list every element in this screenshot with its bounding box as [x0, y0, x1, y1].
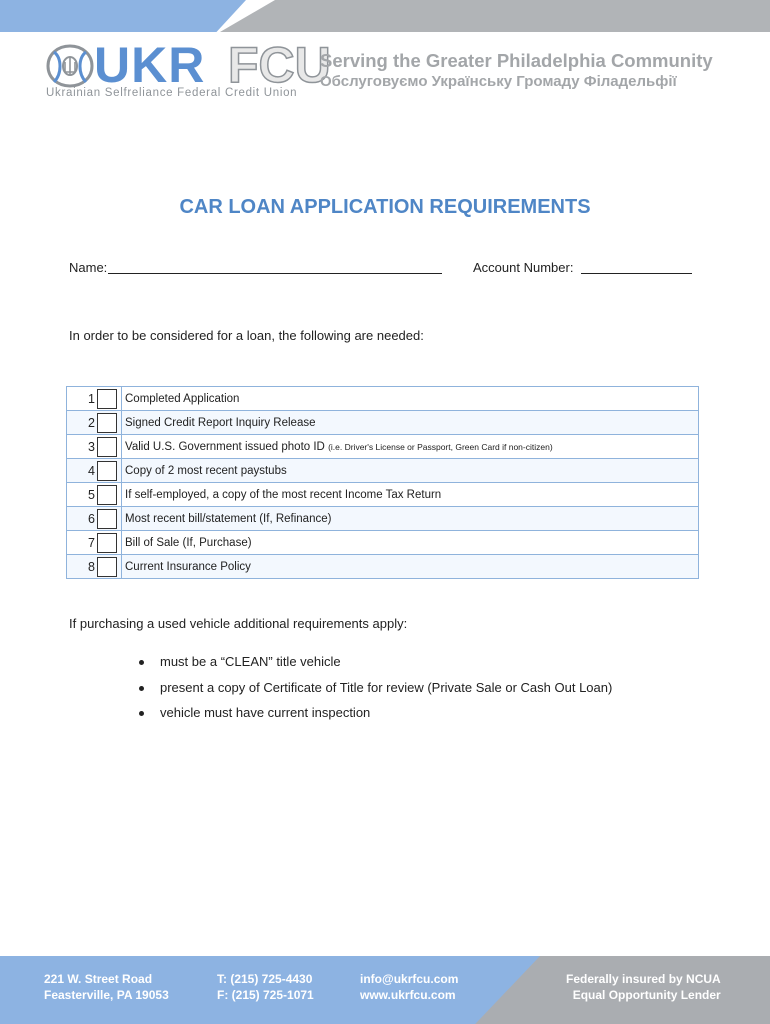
- requirement-checkbox[interactable]: [97, 533, 117, 553]
- checkbox-cell: [95, 435, 122, 459]
- requirement-text-cell: [122, 435, 699, 459]
- fax-number: F: (215) 725-1071: [217, 988, 314, 1002]
- intro-text: In order to be considered for a loan, the following are needed:: [69, 328, 424, 343]
- slogan-english: Serving the Greater Philadelphia Community: [320, 50, 713, 71]
- logo-fcu-text: FCU: [228, 37, 331, 93]
- table-row: [67, 459, 699, 483]
- table-row: [67, 411, 699, 435]
- requirement-text: If self-employed, a copy of the most recent Income Tax Return: [125, 488, 442, 501]
- requirement-text-cell: [122, 531, 699, 555]
- slogan-ukrainian: Обслуговуємо Українську Громаду Філадельфії: [320, 73, 677, 90]
- account-number-label: Account Number:: [473, 260, 574, 275]
- checkbox-cell: [95, 555, 122, 579]
- requirement-number: 8: [67, 555, 96, 579]
- requirement-checkbox[interactable]: [97, 461, 117, 481]
- used-vehicle-list: [132, 654, 612, 731]
- footer-address: [44, 971, 169, 1003]
- requirement-note: (i.e. Driver's License or Passport, Green Card if non-citizen): [328, 441, 553, 452]
- list-item: must be a “CLEAN” title vehicle: [132, 654, 612, 680]
- checkbox-cell: [95, 483, 122, 507]
- list-item: vehicle must have current inspection: [132, 705, 612, 731]
- table-row: [67, 507, 699, 531]
- email-link[interactable]: info@ukrfcu.com: [360, 972, 459, 986]
- ncua-statement: Federally insured by NCUA: [566, 972, 721, 986]
- requirement-checkbox[interactable]: [97, 413, 117, 433]
- table-row: [67, 483, 699, 507]
- requirement-text-cell: [122, 483, 699, 507]
- requirement-text: Bill of Sale (If, Purchase): [125, 536, 252, 549]
- table-row: [67, 387, 699, 411]
- equal-opportunity-statement: Equal Opportunity Lender: [572, 988, 721, 1002]
- phone-number: T: (215) 725-4430: [217, 972, 313, 986]
- used-vehicle-label: If purchasing a used vehicle additional requirements apply:: [69, 616, 408, 631]
- requirement-text-cell: [122, 459, 699, 483]
- checkbox-cell: [95, 387, 122, 411]
- ukrfcu-logo: [44, 37, 331, 102]
- address-line-2: Feasterville, PA 19053: [44, 988, 169, 1002]
- requirement-text-cell: [122, 507, 699, 531]
- requirement-number: 1: [88, 391, 95, 406]
- checkbox-cell: [95, 531, 122, 555]
- address-line-1: 221 W. Street Road: [44, 972, 153, 986]
- requirement-number: 4: [67, 459, 96, 483]
- account-number-field[interactable]: [581, 273, 692, 274]
- requirement-checkbox[interactable]: [97, 437, 117, 457]
- requirement-text: Completed Application: [125, 392, 240, 405]
- requirement-number: 5: [67, 483, 96, 507]
- logo-subtitle: Ukrainian Selfreliance Federal Credit Union: [46, 87, 298, 99]
- requirement-number: 7: [67, 531, 96, 555]
- requirement-text-cell: [122, 411, 699, 435]
- requirement-text: Current Insurance Policy: [125, 560, 251, 573]
- header-band-gray: [220, 0, 770, 32]
- requirement-checkbox[interactable]: [97, 557, 117, 577]
- footer-insurance-block: [566, 971, 721, 1003]
- checkbox-cell: [95, 411, 122, 435]
- checkbox-cell: [95, 459, 122, 483]
- requirement-text: Signed Credit Report Inquiry Release: [125, 416, 316, 429]
- page-title: CAR LOAN APPLICATION REQUIREMENTS: [179, 196, 591, 218]
- requirement-text: Most recent bill/statement (If, Refinance): [125, 512, 332, 525]
- requirement-text: Valid U.S. Government issued photo ID: [125, 440, 329, 453]
- trident-emblem-icon: [44, 44, 96, 88]
- requirement-text: Copy of 2 most recent paystubs: [125, 464, 287, 477]
- list-item: present a copy of Certificate of Title for review (Private Sale or Cash Out Loan): [132, 680, 612, 706]
- logo-ukr-text: UKR: [94, 37, 206, 93]
- requirement-number: 6: [67, 507, 96, 531]
- requirement-text-cell: [122, 555, 699, 579]
- requirement-text-cell: [122, 387, 699, 411]
- name-label: Name:: [69, 260, 108, 275]
- requirement-checkbox[interactable]: [97, 389, 117, 409]
- requirement-checkbox[interactable]: [97, 509, 117, 529]
- footer-contact-block: [360, 971, 458, 1003]
- checkbox-cell: [95, 507, 122, 531]
- name-field[interactable]: [108, 273, 442, 274]
- table-row: [67, 555, 699, 579]
- requirement-number: 2: [67, 411, 96, 435]
- website-link[interactable]: www.ukrfcu.com: [360, 988, 456, 1002]
- requirement-number: 3: [67, 435, 96, 459]
- table-row: [67, 435, 699, 459]
- header-band-blue: [0, 0, 246, 32]
- table-row: [67, 531, 699, 555]
- footer-phone-block: [217, 971, 314, 1003]
- requirements-table: [66, 386, 699, 579]
- requirement-checkbox[interactable]: [97, 485, 117, 505]
